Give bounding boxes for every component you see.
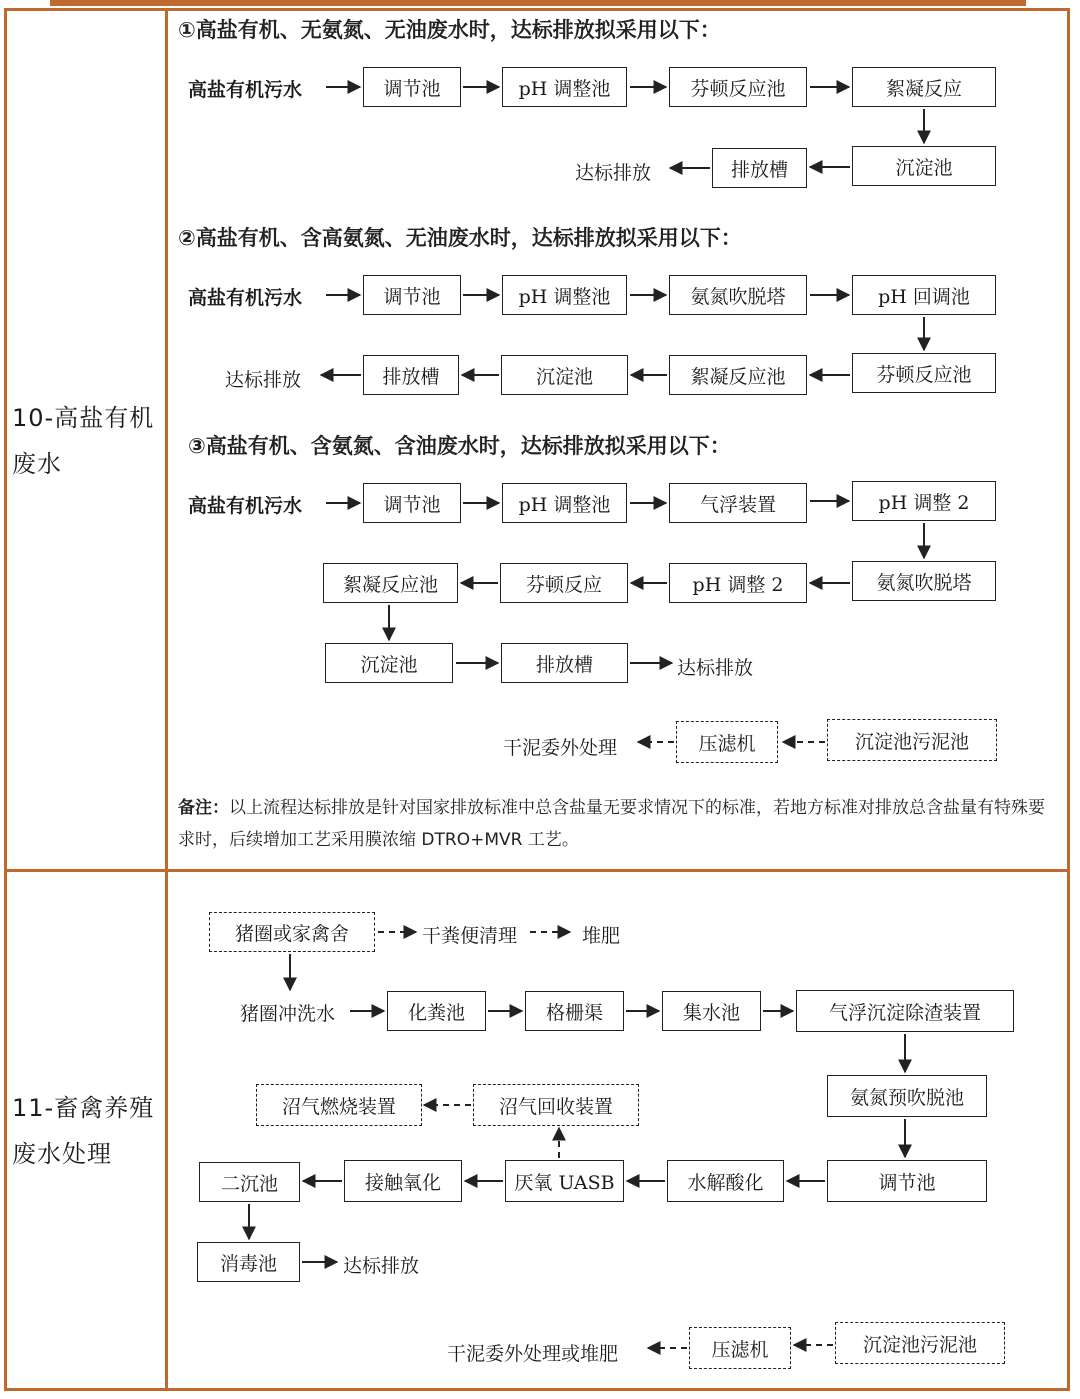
row11-filter-press-box: 压滤机 — [689, 1327, 791, 1369]
flow3-step: 气浮装置 — [669, 483, 807, 523]
flow3-step: 沉淀池 — [325, 643, 453, 683]
flow2-outlet: 达标排放 — [225, 369, 302, 391]
flow1-source: 高盐有机污水 — [188, 79, 303, 101]
flow2-step: 氨氮吹脱塔 — [669, 275, 807, 315]
row11-step: 集水池 — [662, 991, 761, 1031]
row11-step: 化粪池 — [387, 991, 486, 1031]
row11-step: 格栅渠 — [525, 991, 624, 1031]
sludge-pit-box: 沉淀池污泥池 — [827, 719, 997, 761]
row11-step: 调节池 — [827, 1160, 987, 1202]
pen-wash-water: 猪圈冲洗水 — [240, 1003, 336, 1025]
compost-label: 堆肥 — [582, 925, 621, 947]
flow3-step: 絮凝反应池 — [323, 563, 458, 603]
row11-outlet: 达标排放 — [343, 1255, 420, 1277]
livestock-pen-box: 猪圈或家禽舍 — [209, 912, 375, 952]
biogas-recovery-box: 沼气回收装置 — [473, 1084, 639, 1126]
flow1-step: 调节池 — [363, 67, 461, 107]
flow3-step: 排放槽 — [501, 643, 628, 683]
flow1-outlet: 达标排放 — [575, 162, 652, 184]
row11-step: 消毒池 — [197, 1242, 300, 1282]
row11-step: 水解酸化 — [667, 1160, 784, 1202]
row11-sludge-outlet: 干泥委外处理或堆肥 — [447, 1343, 619, 1365]
flow2-heading: ②高盐有机、含高氨氮、无油废水时，达标排放拟采用以下： — [178, 226, 742, 250]
row10-label: 10-高盐有机 废水 — [12, 404, 155, 478]
flow3-step: 芬顿反应 — [500, 563, 628, 603]
flow1-step: 絮凝反应 — [852, 67, 996, 107]
flow1-step: 排放槽 — [712, 148, 807, 188]
flow3-outlet: 达标排放 — [677, 657, 754, 679]
row11-step: 接触氧化 — [344, 1160, 462, 1202]
remarks-text: 以上流程达标排放是针对国家排放标准中总含盐量无要求情况下的标准，若地方标准对排放总含盐量有特殊要求时，后续增加工艺采用膜浓缩 DTRO+MVR 工艺。 — [178, 798, 1045, 850]
row11-step: 氨氮预吹脱池 — [827, 1075, 987, 1117]
row11-step: 二沉池 — [199, 1162, 300, 1202]
flow1-step: 芬顿反应池 — [669, 67, 807, 107]
flow3-step: pH 调整 2 — [852, 481, 996, 521]
flow3-heading: ③高盐有机、含氨氮、含油废水时，达标排放拟采用以下： — [188, 434, 731, 458]
flow3-source: 高盐有机污水 — [188, 495, 303, 517]
flow2-step: 沉淀池 — [501, 355, 628, 395]
flow2-source: 高盐有机污水 — [188, 287, 303, 309]
filter-press-box: 压滤机 — [676, 721, 778, 763]
flow1-step: 沉淀池 — [852, 146, 996, 186]
row11-step: 厌氧 UASB — [505, 1160, 624, 1202]
sludge-outlet: 干泥委外处理 — [503, 737, 618, 759]
biogas-burner-box: 沼气燃烧装置 — [256, 1084, 422, 1126]
row11-label: 11-畜禽养殖 废水处理 — [12, 1094, 155, 1168]
flow2-step: 排放槽 — [363, 355, 459, 395]
flow2-step: 调节池 — [363, 275, 461, 315]
flow2-step: pH 回调池 — [852, 275, 996, 315]
flow2-step: pH 调整池 — [502, 275, 627, 315]
flow2-step: 芬顿反应池 — [852, 353, 996, 393]
flow3-step: 调节池 — [363, 483, 461, 523]
flow3-step: 氨氮吹脱塔 — [852, 561, 996, 601]
flow1-heading: ①高盐有机、无氨氮、无油废水时，达标排放拟采用以下： — [178, 18, 721, 42]
flow1-step: pH 调整池 — [502, 67, 627, 107]
flow3-step: pH 调整 2 — [669, 563, 807, 603]
remarks-label: 备注： — [178, 798, 229, 818]
row11-step: 气浮沉淀除渣装置 — [796, 990, 1014, 1032]
row11-sludge-pit-box: 沉淀池污泥池 — [835, 1322, 1005, 1364]
flow2-step: 絮凝反应池 — [669, 355, 807, 395]
dry-manure-cleaning: 干粪便清理 — [422, 925, 518, 947]
flow3-step: pH 调整池 — [502, 483, 627, 523]
